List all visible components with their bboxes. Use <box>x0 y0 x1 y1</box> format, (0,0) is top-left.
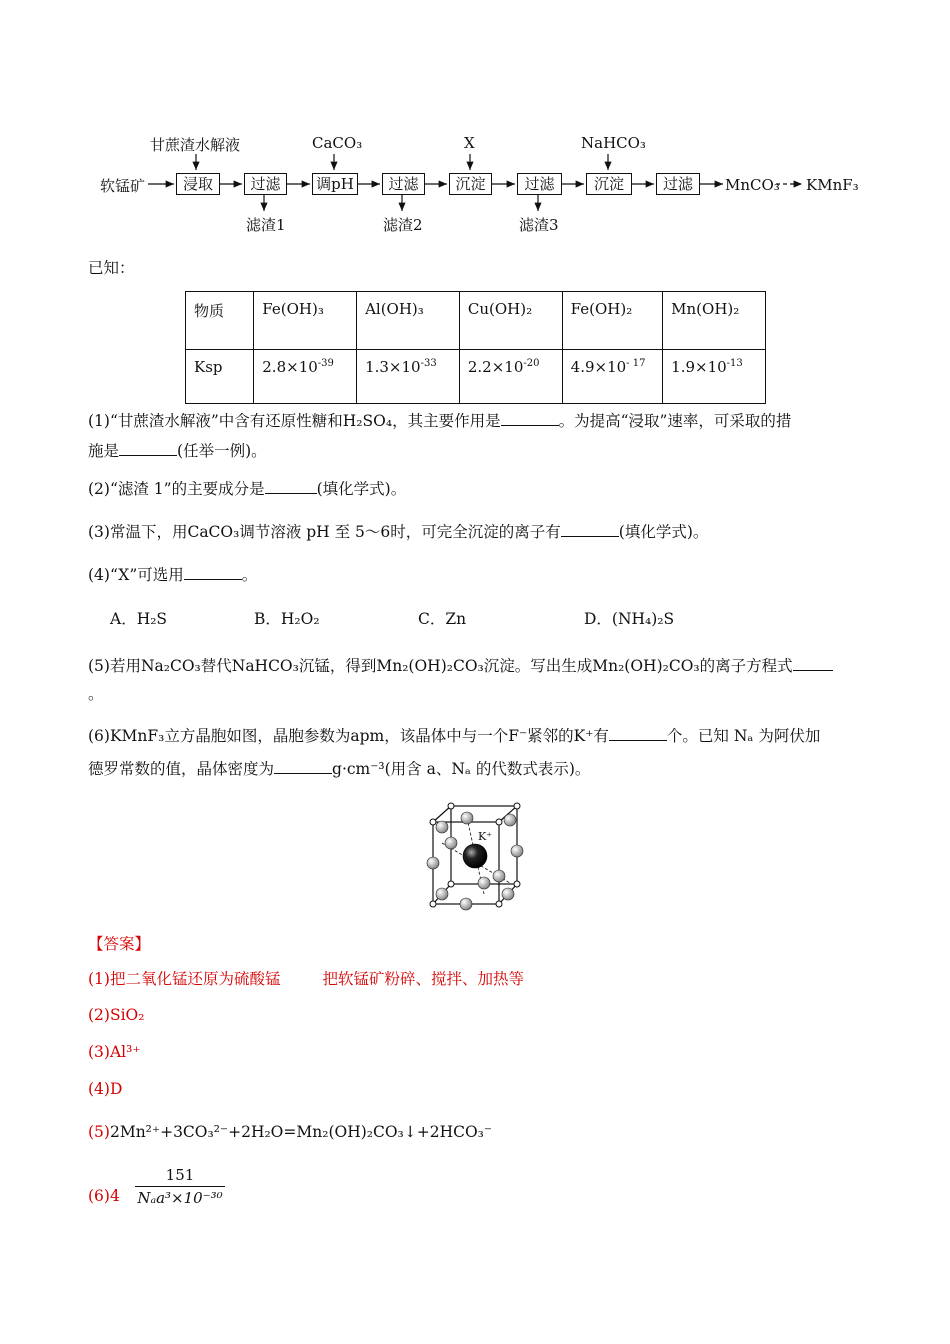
answer-6-fraction <box>135 1166 225 1207</box>
option-d: D．(NH₄)₂S <box>584 610 675 628</box>
flow-step-leach: 浸取 <box>176 173 220 195</box>
flow-step-precipitate-1: 沉淀 <box>449 173 492 195</box>
question-5: (5)若用Na₂CO₃替代NaHCO₃沉锰，得到Mn₂(OH)₂CO₃沉淀。写出生成Mn₂(OH)₂CO₃的离子方程式 <box>88 651 833 681</box>
answer-5: (5)2Mn²⁺+3CO₃²⁻+2H₂O=Mn₂(OH)₂CO₃↓+2HCO₃⁻ <box>88 1123 493 1141</box>
question-2: (2)“滤渣 1”的主要成分是 (填化学式)。 <box>88 480 407 498</box>
flow-step-precipitate-2: 沉淀 <box>586 173 632 195</box>
reagent-caco3: CaCO₃ <box>312 134 363 152</box>
reagent-bagasse: 甘蔗渣水解液 <box>150 136 241 154</box>
answer-blank <box>501 411 559 426</box>
flow-step-filter-4: 过滤 <box>656 173 700 195</box>
table-row <box>186 350 766 404</box>
question-3: (3)常温下，用CaCO₃调节溶液 pH 至 5～6时，可完全沉淀的离子有 (填化学式)。 <box>88 523 709 541</box>
crystal-cell-diagram <box>420 798 535 913</box>
residue-2: 滤渣2 <box>383 216 423 234</box>
flow-step-filter-1: 过滤 <box>244 173 287 195</box>
table-header-cell: Fe(OH)₂ <box>562 292 663 350</box>
answer-blank <box>609 726 667 741</box>
table-header-cell: Cu(OH)₂ <box>459 292 562 350</box>
answer-1: (1)把二氧化锰还原为硫酸锰 把软锰矿粉碎、搅拌、加热等 <box>88 970 524 988</box>
question-6-line-2: 德罗常数的值，晶体密度为 g·cm⁻³(用含 a、Nₐ 的代数式表示)。 <box>88 760 591 778</box>
ksp-label: Ksp <box>186 350 254 404</box>
question-1-line-2: 施是 (任举一例)。 <box>88 442 267 460</box>
ksp-table <box>185 291 766 404</box>
flow-step-filter-2: 过滤 <box>382 173 425 195</box>
answer-blank <box>274 759 332 774</box>
flow-step-adjust-ph: 调pH <box>312 173 358 195</box>
table-cell: $2.2\times 10^{-20}$ <box>459 350 562 404</box>
answer-3: (3)Al³⁺ <box>88 1043 141 1061</box>
table-header-cell: Mn(OH)₂ <box>663 292 766 350</box>
question-4: (4)“X”可选用 。 <box>88 566 258 584</box>
residue-1: 滤渣1 <box>246 216 286 234</box>
answer-4: (4)D <box>88 1080 123 1098</box>
fraction-denominator: Nₐa³×10⁻³⁰ <box>137 1189 223 1207</box>
known-label: 已知： <box>88 259 135 277</box>
flow-final: KMnF₃ <box>806 176 859 194</box>
question-5-end: 。 <box>88 685 104 703</box>
answer-title: 【答案】 <box>88 935 151 953</box>
answer-blank <box>119 441 177 456</box>
answer-blank <box>184 565 242 580</box>
table-header-cell: Al(OH)₃ <box>357 292 460 350</box>
answer-blank <box>265 479 317 494</box>
flow-arrows <box>0 0 950 250</box>
table-cell: $2.8\times 10^{-39}$ <box>254 350 357 404</box>
table-row <box>186 292 766 350</box>
potassium-ion <box>463 844 487 868</box>
question-1-line-1: (1)“甘蔗渣水解液”中含有还原性糖和H₂SO₄，其主要作用是 。为提高“浸取”速率，可采取的措 <box>88 412 792 430</box>
flow-step-filter-3: 过滤 <box>517 173 562 195</box>
table-header-cell: 物质 <box>186 292 254 350</box>
table-cell: $1.9\times 10^{-13}$ <box>663 350 766 404</box>
flow-product: MnCO₃ <box>725 176 780 194</box>
table-cell: $1.3\times 10^{-33}$ <box>357 350 460 404</box>
reagent-nahco3: NaHCO₃ <box>581 134 646 152</box>
question-6-line-1: (6)KMnF₃立方晶胞如图，晶胞参数为apm，该晶体中与一个F⁻紧邻的K⁺有 个。已知 Nₐ 为阿伏加 <box>88 727 821 745</box>
answer-blank <box>793 656 833 671</box>
table-header-cell: Fe(OH)₃ <box>254 292 357 350</box>
answer-2: (2)SiO₂ <box>88 1006 145 1024</box>
option-b: B．H₂O₂ <box>254 610 320 628</box>
flow-start: 软锰矿 <box>100 177 146 195</box>
crystal-label: K⁺ <box>478 830 493 843</box>
answer-blank <box>561 522 619 537</box>
fraction-numerator: 151 <box>135 1166 225 1187</box>
option-c: C．Zn <box>418 610 467 628</box>
table-cell: $4.9\times 10^{- 17}$ <box>562 350 663 404</box>
residue-3: 滤渣3 <box>519 216 559 234</box>
option-a: A．H₂S <box>110 610 168 628</box>
reagent-x: X <box>464 134 475 152</box>
answer-6-label: (6)4 <box>88 1187 120 1205</box>
